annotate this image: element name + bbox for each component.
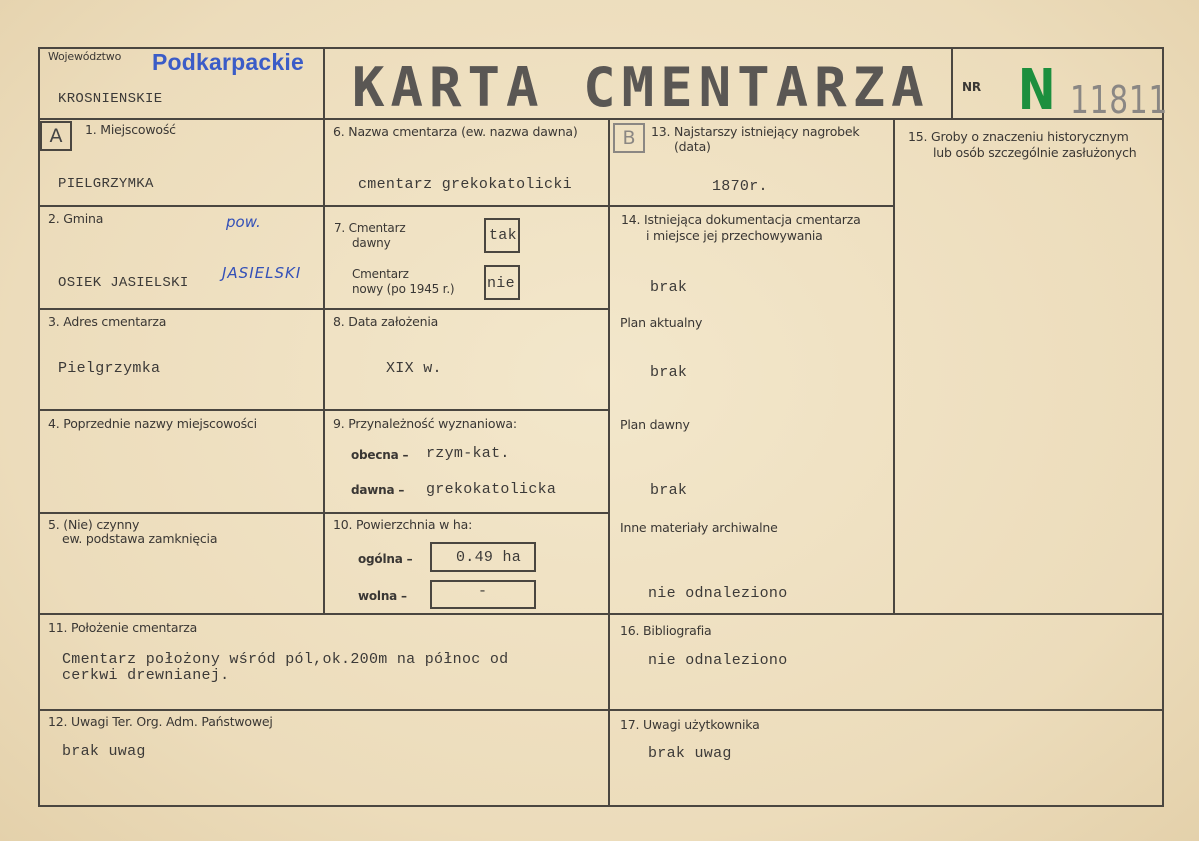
row-line-a3	[38, 409, 610, 411]
field-12-label: 12. Uwagi Ter. Org. Adm. Państwowej	[48, 714, 273, 729]
field-15-label-b: lub osób szczególnie zasłużonych	[933, 145, 1137, 160]
field-14-value: brak	[650, 279, 688, 296]
field-2-pow-value: JASIELSKI	[222, 264, 302, 282]
field-7-new-value: nie	[487, 275, 515, 292]
row-line-a6	[38, 709, 1164, 711]
field-10-ogolna-label: ogólna –	[358, 552, 413, 566]
field-17-value: brak uwag	[648, 745, 732, 762]
field-10-wolna-value: -	[478, 583, 488, 600]
frame-bottom	[38, 805, 1162, 807]
plan-aktualny-value: brak	[650, 364, 688, 381]
field-11-value-line-1: Cmentarz położony wśród pól,ok.200m na północ od	[62, 651, 509, 668]
field-15-label-a: 15. Groby o znaczeniu historycznym	[908, 129, 1129, 144]
plan-aktualny-label: Plan aktualny	[620, 315, 703, 330]
row-line-a2	[38, 308, 610, 310]
row-line-a4	[38, 512, 610, 514]
field-2-value: OSIEK JASIELSKI	[58, 275, 189, 291]
field-2-label: 2. Gmina	[48, 211, 104, 226]
field-6-value: cmentarz grekokatolicki	[358, 176, 572, 193]
field-13-label-b: (data)	[674, 139, 711, 154]
field-7-new-label-a: Cmentarz	[352, 267, 409, 281]
field-10-label: 10. Powierzchnia w ha:	[333, 517, 473, 532]
section-a-box: A	[40, 121, 72, 151]
row-line-a5	[38, 613, 1164, 615]
field-13-label-a: 13. Najstarszy istniejący nagrobek	[651, 124, 860, 139]
nr-letter: N	[1018, 58, 1056, 123]
plan-dawny-label: Plan dawny	[620, 417, 690, 432]
row-line-a1	[38, 205, 610, 207]
wojewodztwo-stamp: Podkarpackie	[152, 49, 304, 75]
nr-label: NR	[962, 80, 981, 94]
inne-materialy-label: Inne materiały archiwalne	[620, 520, 778, 535]
field-16-label: 16. Bibliografia	[620, 623, 712, 638]
field-5-label-b: ew. podstawa zamknięcia	[62, 531, 218, 546]
field-14-label-a: 14. Istniejąca dokumentacja cmentarza	[621, 212, 861, 227]
row-line-b1	[608, 205, 895, 207]
field-5-label-a: 5. (Nie) czynny	[48, 517, 140, 532]
field-7-label-b: dawny	[352, 236, 391, 250]
field-16-value: nie odnaleziono	[648, 652, 788, 669]
col-divider-b	[608, 118, 610, 807]
field-8-label: 8. Data założenia	[333, 314, 439, 329]
field-11-value-line-2: cerkwi drewnianej.	[62, 667, 230, 684]
header-divider-2	[951, 47, 953, 120]
field-9-obecna-label: obecna –	[351, 448, 409, 462]
nr-number: 11811	[1070, 78, 1169, 122]
wojewodztwo-value: KROSNIENSKIE	[58, 91, 163, 107]
section-b-box: B	[613, 123, 645, 153]
field-7-new-label-b: nowy (po 1945 r.)	[352, 282, 455, 296]
field-1-label: 1. Miejscowość	[85, 122, 176, 137]
col-divider-c	[893, 118, 895, 615]
field-8-value: XIX w.	[386, 360, 442, 377]
field-7-dawny-value: tak	[489, 227, 517, 244]
inne-materialy-value: nie odnaleziono	[648, 585, 788, 602]
plan-dawny-value: brak	[650, 482, 688, 499]
field-3-label: 3. Adres cmentarza	[48, 314, 167, 329]
field-10-wolna-label: wolna –	[358, 589, 407, 603]
wojewodztwo-label: Województwo	[48, 50, 122, 63]
field-17-label: 17. Uwagi użytkownika	[620, 717, 760, 732]
frame-right	[1162, 47, 1164, 807]
field-9-dawna-value: grekokatolicka	[426, 481, 557, 498]
field-9-dawna-label: dawna –	[351, 483, 405, 497]
field-14-label-b: i miejsce jej przechowywania	[646, 228, 823, 243]
field-2-pow-hand: pow.	[226, 213, 261, 231]
field-1-value: PIELGRZYMKA	[58, 176, 154, 192]
field-7-label-a: 7. Cmentarz	[334, 221, 406, 235]
card-title: KARTA CMENTARZA	[352, 56, 930, 119]
frame-left	[38, 47, 40, 807]
field-6-label: 6. Nazwa cmentarza (ew. nazwa dawna)	[333, 124, 578, 139]
header-divider-1	[323, 47, 325, 613]
field-11-label: 11. Położenie cmentarza	[48, 620, 198, 635]
field-12-value: brak uwag	[62, 743, 146, 760]
field-9-label: 9. Przynależność wyznaniowa:	[333, 416, 517, 431]
field-3-value: Pielgrzymka	[58, 360, 161, 377]
field-13-value: 1870r.	[712, 178, 768, 195]
field-9-obecna-value: rzym-kat.	[426, 445, 510, 462]
field-10-ogolna-value: 0.49 ha	[456, 549, 522, 566]
field-4-label: 4. Poprzednie nazwy miejscowości	[48, 416, 257, 431]
